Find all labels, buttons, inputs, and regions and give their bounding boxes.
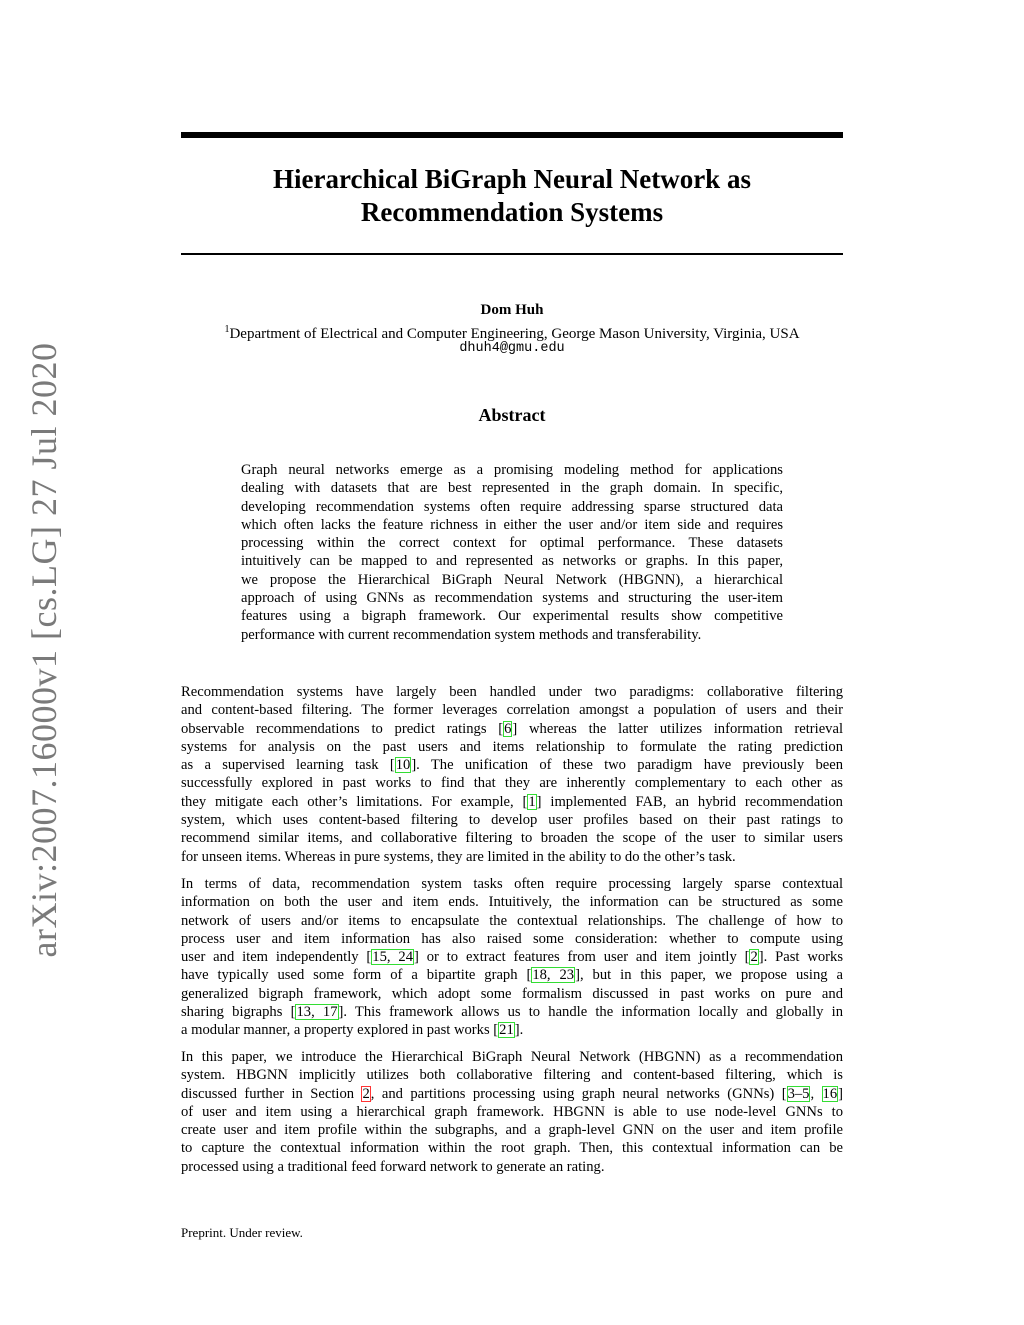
intro-paragraph-2 [181,875,843,1040]
text-line: sharing bigraphs [13, 17]. This framework allows us to handle the information locally and globally in [181,1004,843,1021]
text-line: generalized bigraph framework, which adopt some formalism discussed in past works on pure and [181,985,843,1002]
text-line: systems for analysis on the past users and items relationship to formulate the rating prediction [181,738,843,755]
text-line: have typically used some form of a bipartite graph [18, 23], but in this paper, we propose using a [181,967,843,984]
intro-paragraph-1 [181,683,843,866]
abstract-line: processing within the correct context for optimal performance. These datasets [241,535,783,552]
title-rule-bottom [181,253,843,255]
text-line: for unseen items. Whereas in pure systems, they are limited in the ability to do the other’s task. [181,848,736,865]
text-line: Recommendation systems have largely been handled under two paradigms: collaborative filtering [181,684,843,700]
abstract-line: approach of using GNNs as recommendation systems and structuring the user-item [241,590,783,607]
abstract-body [241,461,783,644]
text-line: process user and item information has also raised some consideration: whether to compute using [181,930,843,947]
author-name: Dom Huh [480,302,544,318]
text-line: to capture the contextual information within the root graph. Then, this contextual information can be [181,1140,843,1157]
citation-link-2[interactable]: 2 [750,949,758,966]
text-line: they mitigate each other’s limitations. For example, [1] implemented FAB, an hybrid recommendation [181,793,843,810]
text-line: create user and item profile within the subgraphs, and a graph-level GNN on the user and item profile [181,1122,843,1139]
abstract-line: developing recommendation systems often require addressing sparse structured data [241,498,783,515]
citation-link-10[interactable]: 10 [395,757,411,774]
text-line: and content-based filtering. The former leverages correlation amongst a population of users and their [181,702,843,719]
citation-link-6[interactable]: 6 [504,720,512,737]
text-line: of user and item using a hierarchical graph framework. HBGNN is able to use node-level GNNs to [181,1103,843,1120]
abstract-line: performance with current recommendation system methods and transferability. [241,626,702,643]
title-line-1: Hierarchical BiGraph Neural Network as [273,164,751,194]
text-line: as a supervised learning task [10]. The unification of these two paradigm have previously been [181,757,843,774]
intro-paragraph-3 [181,1048,843,1176]
affiliation-superscript: 1 [224,324,230,335]
abstract-line: which often lacks the feature richness in either the user and/or item side and requires [241,516,783,533]
abstract-heading: Abstract [478,405,546,425]
preprint-footer: Preprint. Under review. [181,1225,303,1240]
text-line: In terms of data, recommendation system tasks often require processing largely sparse contextual [181,876,843,892]
text-line: discussed further in Section 2, and partitions processing using graph neural networks (GNNs) [3–5, 16] [181,1085,843,1102]
text-line: system. HBGNN implicitly utilizes both collaborative filtering and content-based filtering, which is [181,1067,843,1084]
citation-link-18-23[interactable]: 18, 23 [532,967,575,984]
text-line: network of users and/or items to encapsulate the contextual relationships. The challenge of how to [181,912,843,929]
citation-link-16[interactable]: 16 [822,1085,838,1102]
abstract-line: we propose the Hierarchical BiGraph Neural Network (HBGNN), a hierarchical [241,571,783,588]
abstract-line: dealing with datasets that are best represented in the graph domain. In specific, [241,480,783,497]
citation-link-15-24[interactable]: 15, 24 [372,949,413,966]
text-line: In this paper, we introduce the Hierarchical BiGraph Neural Network (HBGNN) as a recommendation [181,1049,843,1065]
affiliation-text: Department of Electrical and Computer Engineering, George Mason University, Virginia, USA [229,326,800,342]
citation-link-21[interactable]: 21 [499,1022,514,1039]
citation-link-3-5[interactable]: 3–5 [787,1085,810,1102]
citation-link-1[interactable]: 1 [528,793,536,810]
title-line-2: Recommendation Systems [360,197,664,227]
abstract-line: features using a bigraph framework. Our experimental results show competitive [241,608,783,625]
abstract-line: Graph neural networks emerge as a promising modeling method for applications [241,462,783,478]
text-line: recommend similar items, and collaborative filtering to broaden the scope of the user to similar users [181,830,843,847]
text-line: information on both the user and item ends. Intuitively, the information can be structured as some [181,894,843,911]
text-line: observable recommendations to predict ratings [6] whereas the latter utilizes information retrieval [181,720,844,737]
section-link-2[interactable]: 2 [362,1085,370,1102]
author-email: dhuh4@gmu.edu [459,341,565,356]
abstract-line: intuitively can be mapped to and represented as networks or graphs. In this paper, [241,553,783,570]
text-line: a modular manner, a property explored in past works [21]. [181,1022,524,1039]
text-line: successfully explored in past works to find that they are inherently complementary to each other as [181,775,843,792]
text-line: system, which uses content-based filtering to develop user profiles based on their past ratings to [181,812,843,829]
paper-title [181,163,843,229]
arxiv-identifier-stamp: arXiv:2007.16000v1 [cs.LG] 27 Jul 2020 [24,342,64,958]
text-line: processed using a traditional feed forward network to generate an rating. [181,1158,605,1175]
title-rule-top [181,132,843,138]
citation-link-13-17[interactable]: 13, 17 [296,1004,338,1021]
text-line: user and item independently [15, 24] or to extract features from user and item jointly [2]. Past works [181,949,844,966]
